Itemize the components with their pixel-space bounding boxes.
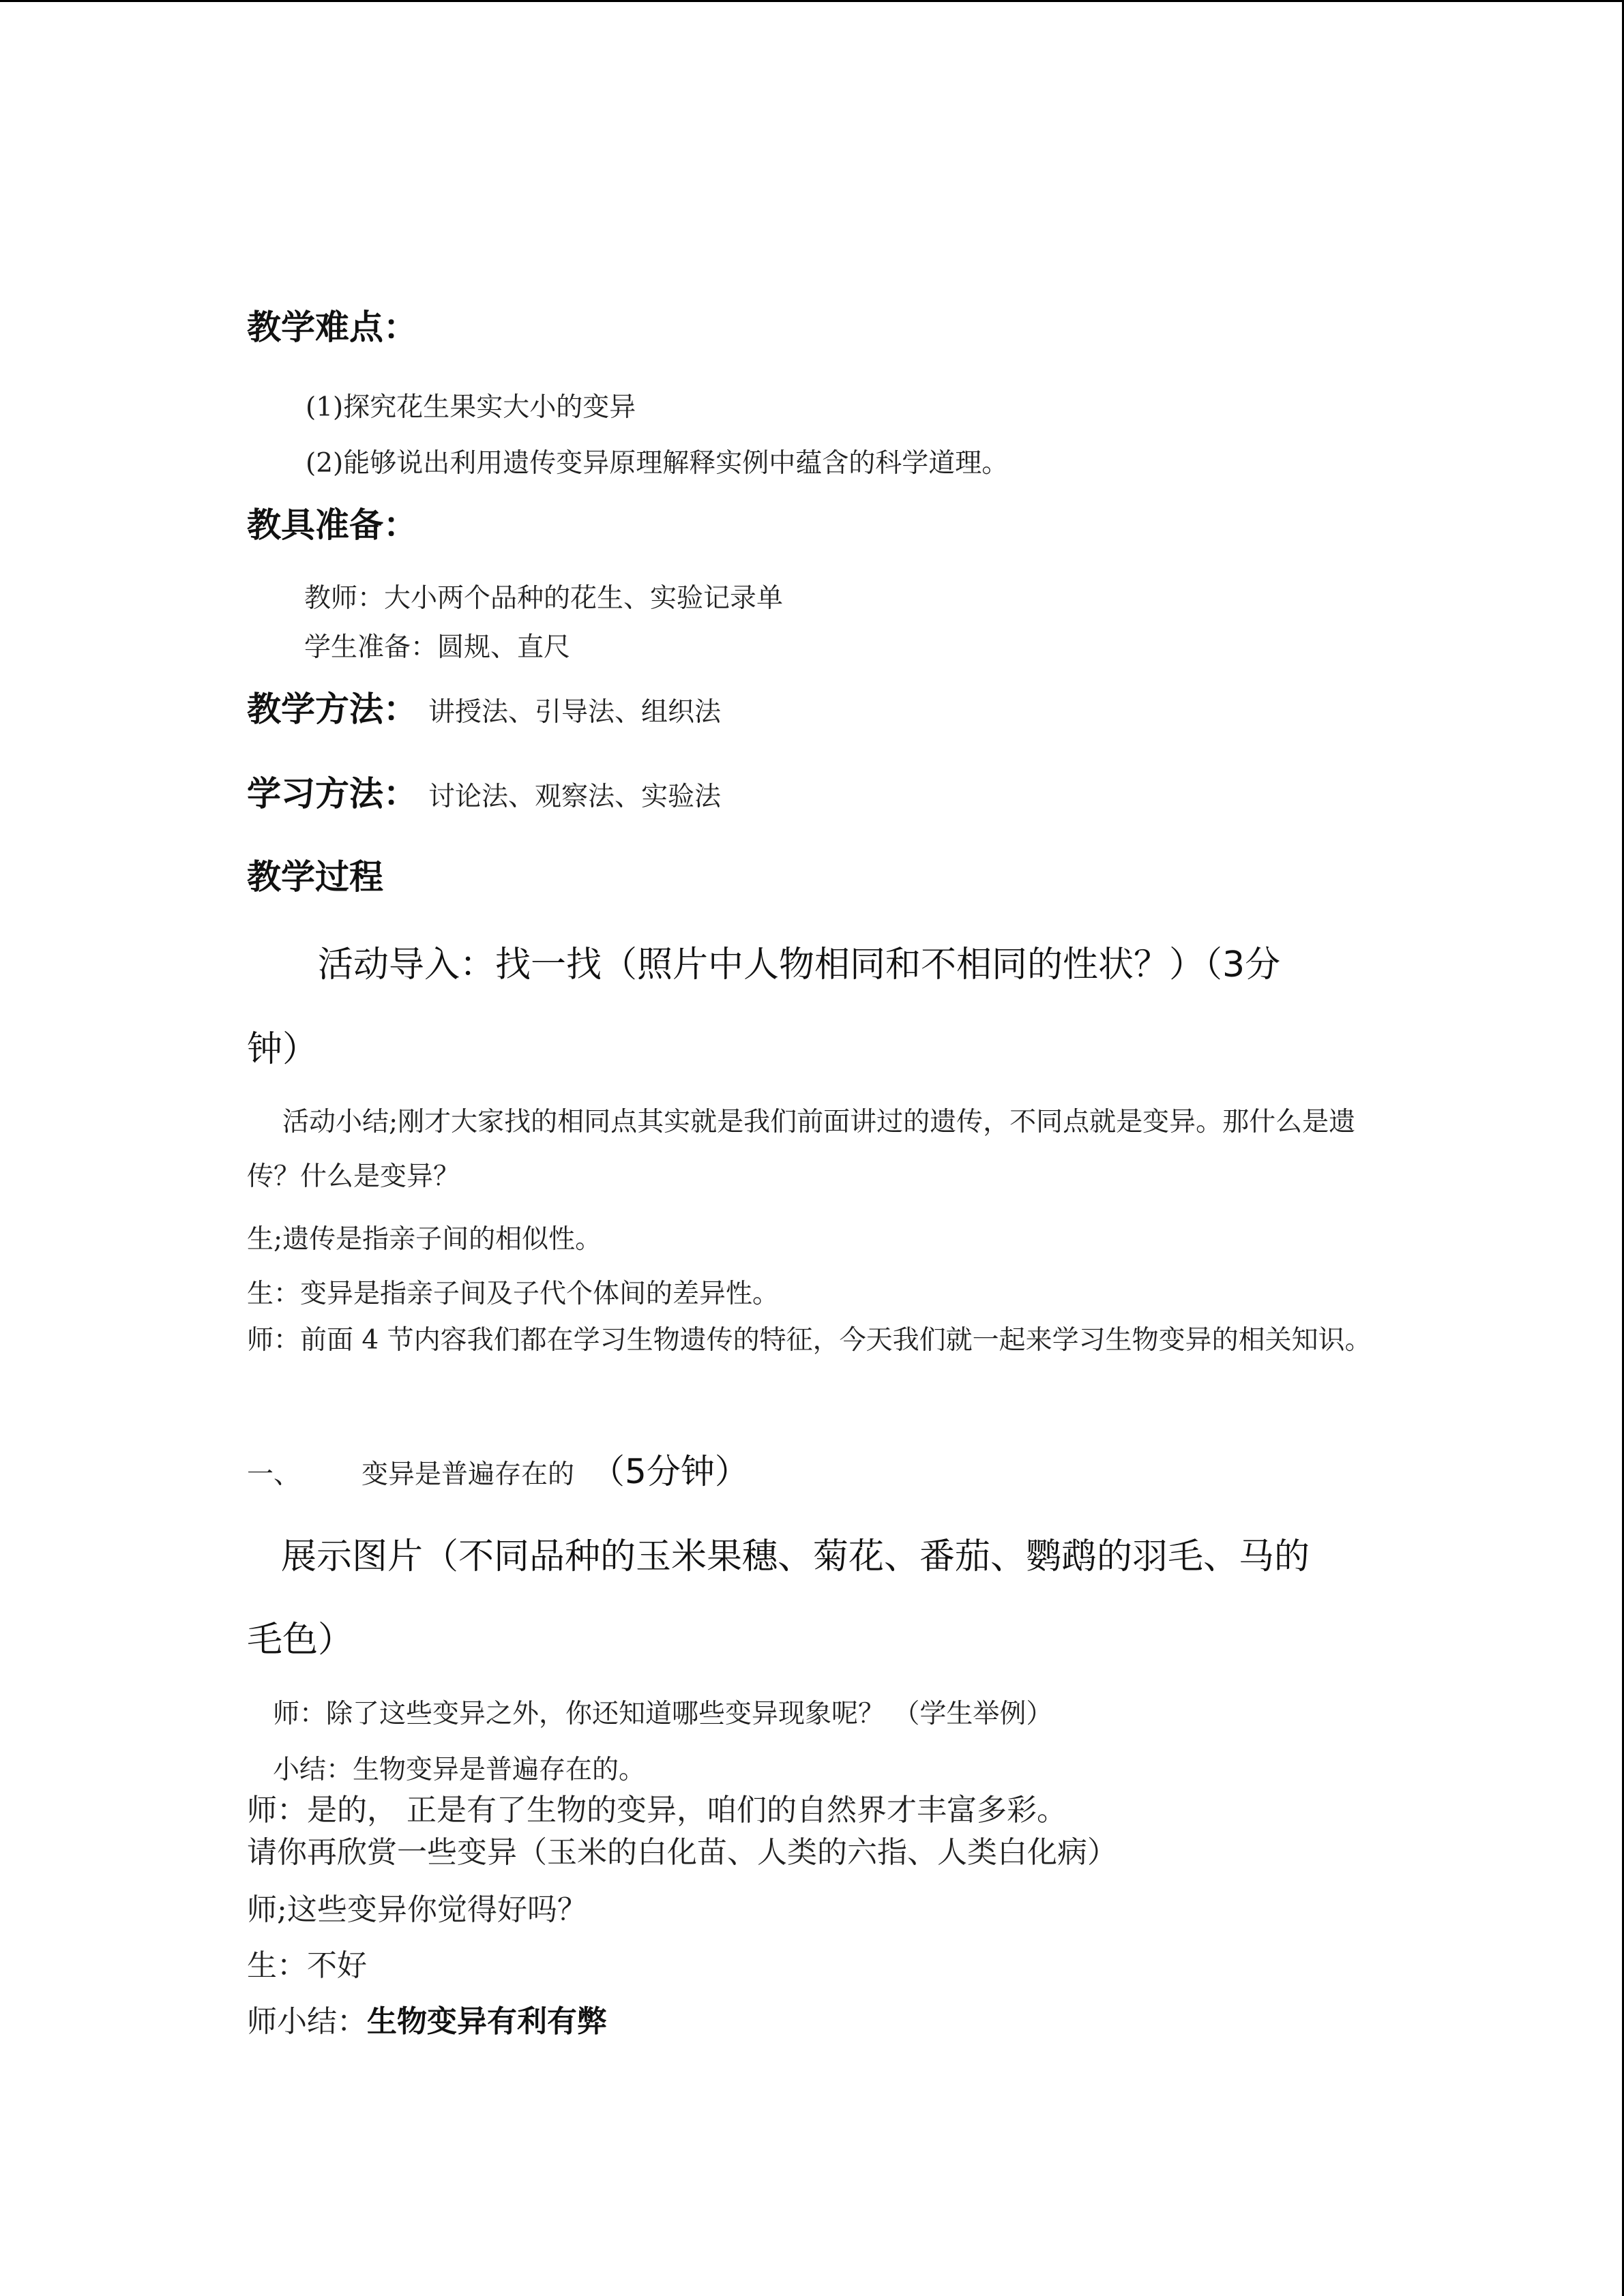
- appreciate-variations: 请你再欣赏一些变异（玉米的白化苗、人类的六指、人类白化病）: [247, 1835, 1117, 1870]
- materials-teacher: 教师：大小两个品种的花生、实验记录单: [304, 583, 784, 614]
- section-1-title: 变异是普遍存在的: [361, 1459, 575, 1490]
- teacher-question: 师：除了这些变异之外，你还知道哪些变异现象呢？ （学生举例）: [273, 1699, 1053, 1729]
- section-1-number: 一、: [247, 1459, 301, 1490]
- learning-method-text: 讨论法、观察法、实验法: [428, 781, 722, 812]
- activity-intro-line-2: 钟）: [247, 1029, 319, 1070]
- mini-summary: 小结：生物变异是普遍存在的。: [273, 1755, 646, 1785]
- process-heading: 教学过程: [247, 857, 383, 897]
- teaching-method-heading: 教学方法：: [247, 689, 417, 729]
- section-1-minutes: （5分钟）: [591, 1452, 749, 1491]
- show-pictures-line-2: 毛色）: [247, 1620, 354, 1660]
- learning-method-row: [247, 766, 721, 816]
- teacher-comment: 师：是的， 正是有了生物的变异，咱们的自然界才丰富多彩。: [247, 1793, 1067, 1828]
- student-answer-heredity: 生;遗传是指亲子间的相似性。: [247, 1224, 602, 1255]
- section-1-row: [247, 1444, 749, 1493]
- activity-intro-line-1: 活动导入：找一找（照片中人物相同和不相同的性状？）（3分: [318, 944, 1281, 985]
- difficulty-item-2: (2)能够说出利用遗传变异原理解释实例中蕴含的科学道理。: [306, 448, 1009, 479]
- activity-summary-paragraph: 活动小结;刚才大家找的相同点其实就是我们前面讲过的遗传，不同点就是变异。那什么是遗传？什么是变异？: [247, 1107, 1356, 1192]
- student-answer-variation: 生：变异是指亲子间及子代个体间的差异性。: [247, 1279, 780, 1309]
- teaching-method-text: 讲授法、引导法、组织法: [428, 697, 722, 728]
- difficulties-heading: 教学难点：: [247, 308, 417, 347]
- final-summary-row: [247, 1997, 607, 2040]
- final-summary-label: 师小结：: [247, 2004, 367, 2039]
- teaching-method-row: [247, 682, 721, 731]
- teacher-ask: 师;这些变异你觉得好吗？: [247, 1892, 587, 1927]
- final-summary-text: 生物变异有利有弊: [367, 2004, 607, 2039]
- learning-method-heading: 学习方法：: [247, 774, 417, 814]
- student-reply: 生：不好: [247, 1948, 367, 1983]
- materials-heading: 教具准备：: [247, 505, 417, 545]
- materials-student: 学生准备：圆规、直尺: [304, 632, 571, 663]
- show-pictures-line-1: 展示图片（不同品种的玉米果穗、菊花、番茄、鹦鹉的羽毛、马的: [281, 1536, 1310, 1577]
- difficulty-item-1: (1)探究花生果实大小的变异: [306, 392, 636, 423]
- teacher-intro-paragraph: 师：前面 4 节内容我们都在学习生物遗传的特征，今天我们就一起来学习生物变异的相关知识。: [247, 1325, 1372, 1356]
